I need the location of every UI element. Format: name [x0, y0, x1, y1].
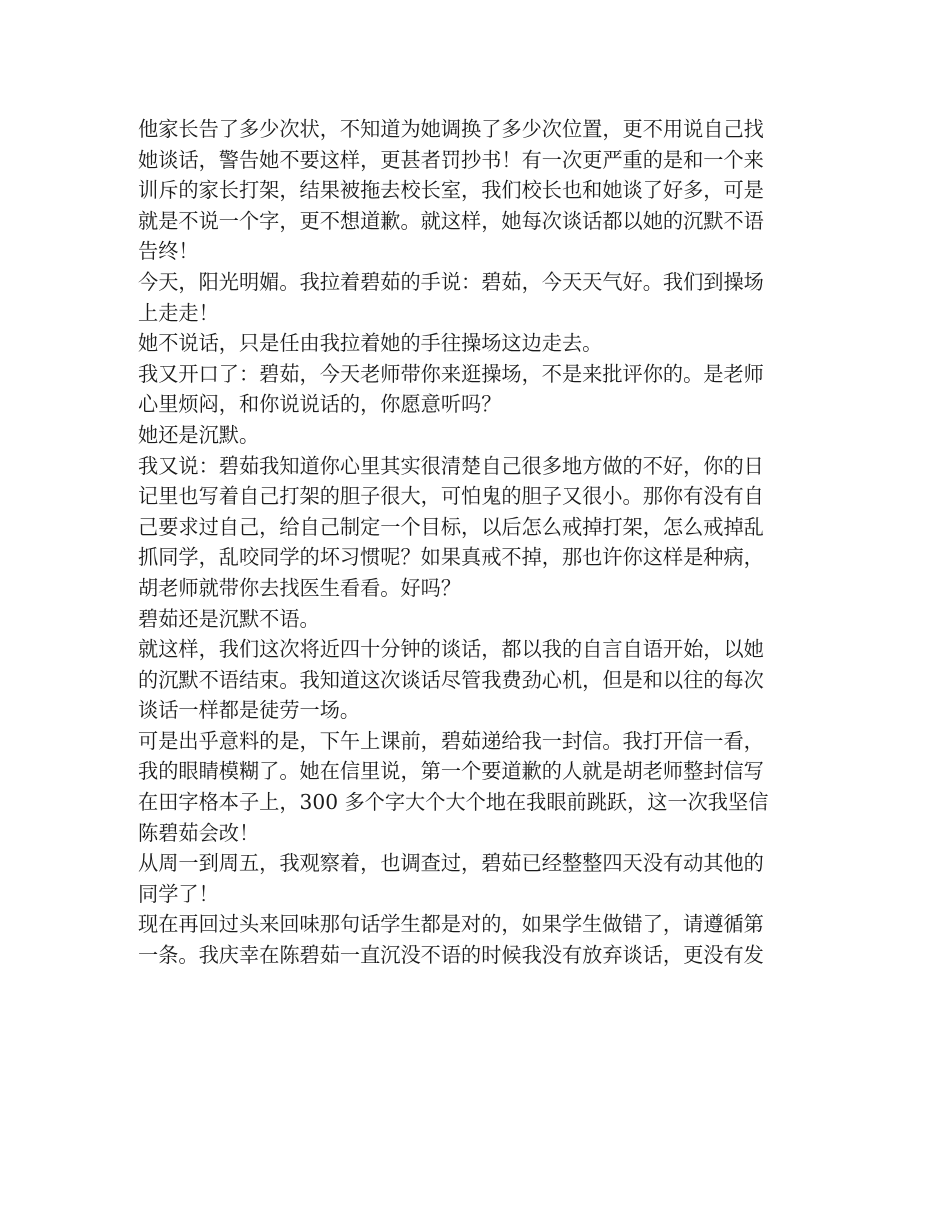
text-line: 我的眼睛模糊了。她在信里说，第一个要道歉的人就是胡老师整封信写	[138, 759, 764, 784]
text-line: 她谈话，警告她不要这样，更甚者罚抄书！有一次更严重的是和一个来	[138, 147, 764, 172]
text-line: 她不说话，只是任由我拉着她的手往操场这边走去。	[138, 331, 603, 356]
text-line: 他家长告了多少次状，不知道为她调换了多少次位置，更不用说自己找	[138, 117, 764, 141]
text-line: 她还是沉默。	[138, 422, 260, 447]
text-line: 同学了！	[138, 881, 219, 906]
text-line: 训斥的家长打架，结果被拖去校长室，我们校长也和她谈了好多，可是	[138, 178, 764, 203]
text-line: 碧茹还是沉默不语。	[138, 606, 320, 631]
text-line: 就是不说一个字，更不想道歉。就这样，她每次谈话都以她的沉默不语	[138, 208, 764, 233]
text-line: 我又说：碧茹我知道你心里其实很清楚自己很多地方做的不好，你的日	[138, 453, 764, 478]
text-line: 上走走！	[138, 300, 219, 325]
text-line: 我又开口了：碧茹，今天老师带你来逛操场，不是来批评你的。是老师	[138, 361, 764, 386]
text-line: 可是出乎意料的是，下午上课前，碧茹递给我一封信。我打开信一看，	[138, 728, 764, 753]
text-line: 谈话一样都是徒劳一场。	[138, 698, 361, 723]
text-line: 记里也写着自己打架的胆子很大，可怕鬼的胆子又很小。那你有没有自	[138, 484, 764, 509]
text-line: 今天，阳光明媚。我拉着碧茹的手说：碧茹，今天天气好。我们到操场	[138, 269, 764, 294]
text-line: 在田字格本子上，300 多个字大个大个地在我眼前跳跃，这一次我坚信	[138, 790, 769, 815]
text-line: 抓同学，乱咬同学的坏习惯呢？如果真戒不掉，那也许你这样是种病，	[138, 545, 764, 570]
text-line: 从周一到周五，我观察着，也调查过，碧茹已经整整四天没有动其他的	[138, 851, 764, 876]
text-line: 的沉默不语结束。我知道这次谈话尽管我费劲心机，但是和以往的每次	[138, 667, 764, 692]
text-line: 现在再回过头来回味那句话学生都是对的，如果学生做错了，请遵循第	[138, 912, 764, 937]
text-line: 一条。我庆幸在陈碧茹一直沉没不语的时候我没有放弃谈话，更没有发	[138, 943, 764, 968]
text-line: 心里烦闷，和你说说话的，你愿意听吗？	[138, 392, 502, 417]
text-line: 陈碧茹会改！	[138, 820, 260, 845]
text-line: 己要求过自己，给自己制定一个目标，以后怎么戒掉打架，怎么戒掉乱	[138, 514, 764, 539]
text-line: 胡老师就带你去找医生看看。好吗？	[138, 575, 462, 600]
text-line: 告终！	[138, 239, 199, 264]
body-text	[138, 114, 818, 971]
text-line: 就这样，我们这次将近四十分钟的谈话，都以我的自言自语开始，以她	[138, 637, 764, 662]
